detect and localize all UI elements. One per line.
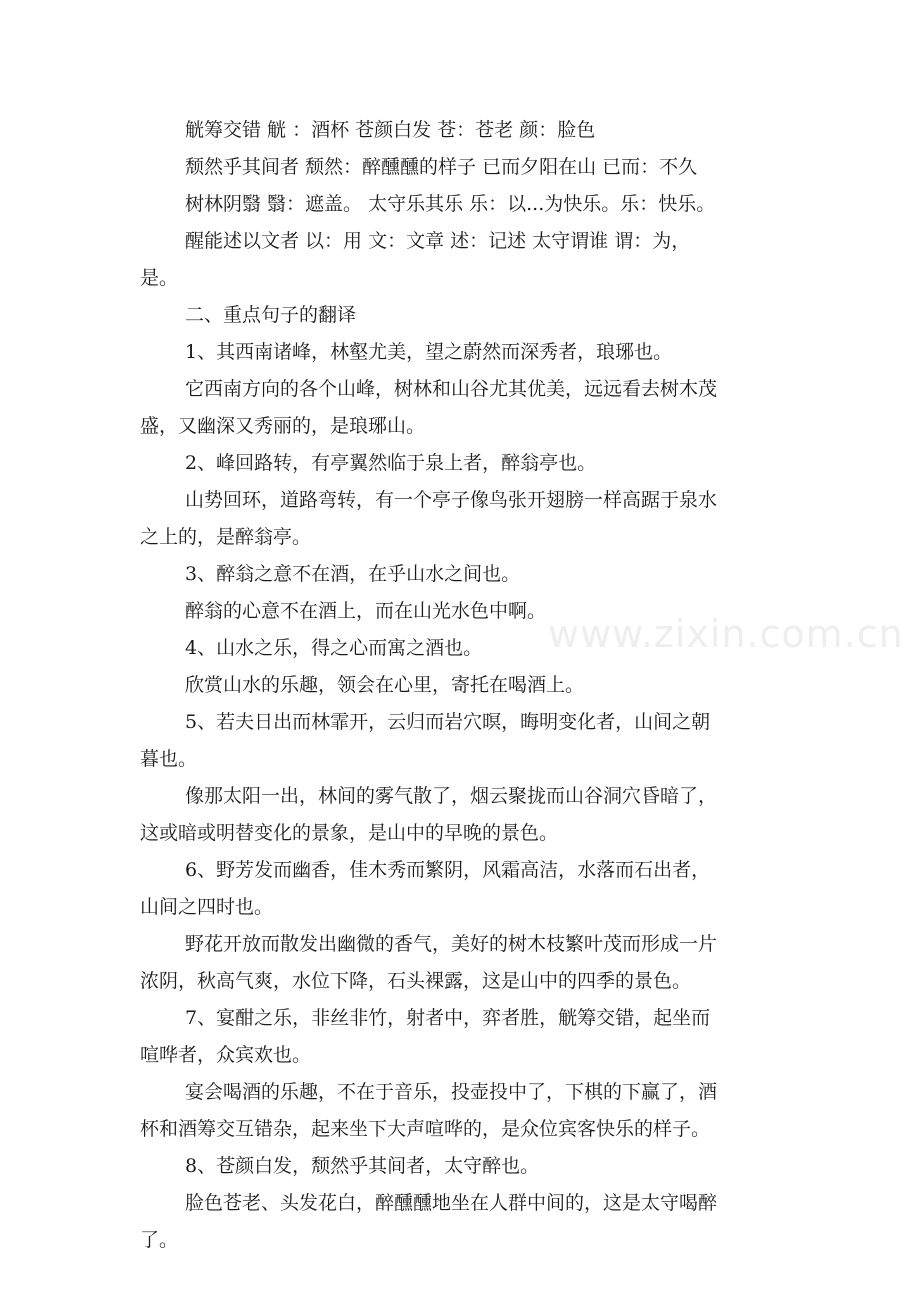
text-line: 喧哗者，众宾欢也。 [140,1044,312,1066]
text-line: 醉翁的心意不在酒上，而在山光水色中啊。 [185,600,547,622]
text-line: 醒能述以文者 以：用 文：文章 述：记述 太守谓谁 谓：为， [185,230,691,252]
text-line: 野花开放而散发出幽微的香气，美好的树木枝繁叶茂而形成一片 [185,933,718,955]
text-line: 浓阴，秋高气爽，水位下降，石头裸露，这是山中的四季的景色。 [140,970,692,992]
text-line: 脸色苍老、头发花白，醉醺醺地坐在人群中间的，这是太守喝醉 [185,1192,718,1214]
text-line: 树林阴翳 翳：遮盖。 太守乐其乐 乐：以...为快乐。乐：快乐。 [185,193,716,215]
text-line: 是。 [140,267,179,289]
text-line: 7、宴酣之乐，非丝非竹，射者中，弈者胜，觥筹交错，起坐而 [185,1007,711,1029]
text-line: 4、山水之乐，得之心而寓之酒也。 [185,637,483,659]
text-line: 1、其西南诸峰，林壑尤美，望之蔚然而深秀者，琅琊也。 [185,341,673,363]
text-line: 了。 [140,1229,179,1251]
text-line: 这或暗或明替变化的景象，是山中的早晚的景色。 [140,822,559,844]
text-line: 盛，又幽深又秀丽的，是琅琊山。 [140,415,426,437]
text-line: 8、苍颜白发，颓然乎其间者，太守醉也。 [185,1155,540,1177]
document-body [140,112,780,1259]
text-line: 欣赏山水的乐趣，领会在心里，寄托在喝酒上。 [185,674,585,696]
text-line: 颓然乎其间者 颓然：醉醺醺的样子 已而夕阳在山 已而：不久 [185,156,698,178]
text-line: 杯和酒筹交互错杂，起来坐下大声喧哗的，是众位宾客快乐的样子。 [140,1118,711,1140]
text-line: 二、重点句子的翻译 [185,304,357,326]
watermark: www.zixin.com.cn [548,612,904,656]
text-line: 觥筹交错 觥 ：酒杯 苍颜白发 苍：苍老 颜：脸色 [185,119,596,141]
text-line: 像那太阳一出，林间的雾气散了，烟云聚拢而山谷洞穴昏暗了， [185,785,718,807]
text-line: 山势回环，道路弯转，有一个亭子像鸟张开翅膀一样高踞于泉水 [185,489,718,511]
text-line: 6、野芳发而幽香，佳木秀而繁阴，风霜高洁，水落而石出者， [185,859,711,881]
text-line: 暮也。 [140,748,198,770]
text-line: 它西南方向的各个山峰，树林和山谷尤其优美，远远看去树木茂 [185,378,718,400]
text-line: 宴会喝酒的乐趣，不在于音乐，投壶投中了，下棋的下赢了，酒 [185,1081,718,1103]
text-line: 山间之四时也。 [140,896,274,918]
text-line: 5、若夫日出而林霏开，云归而岩穴暝，晦明变化者，山间之朝 [185,711,711,733]
text-line: 之上的，是醉翁亭。 [140,526,312,548]
text-line: 3、醉翁之意不在酒，在乎山水之间也。 [185,563,521,585]
text-line: 2、峰回路转，有亭翼然临于泉上者，醉翁亭也。 [185,452,597,474]
